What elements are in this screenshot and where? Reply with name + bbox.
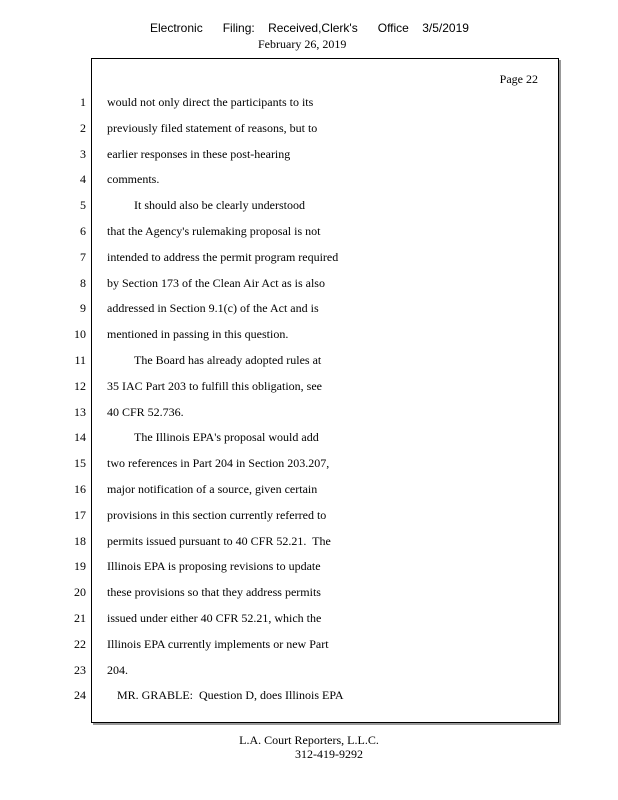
line-number: 15	[74, 456, 86, 471]
transcript-line: issued under either 40 CFR 52.21, which the	[107, 610, 322, 625]
page-footer	[0, 733, 618, 761]
transcript-line: provisions in this section currently referred to	[107, 507, 327, 522]
line-number: 14	[74, 430, 86, 445]
transcript-line: would not only direct the participants to its	[107, 95, 314, 109]
line-number: 17	[74, 507, 86, 522]
filing-stamp	[150, 21, 469, 35]
line-number: 3	[80, 146, 86, 161]
line-number: 9	[80, 301, 86, 316]
page-number: Page 22	[499, 72, 538, 86]
transcript-line: The Board has already adopted rules at	[134, 352, 322, 367]
transcript-line: earlier responses in these post-hearing	[107, 146, 291, 161]
transcript-line: by Section 173 of the Clean Air Act as is also	[107, 275, 325, 290]
line-number: 23	[74, 662, 86, 677]
stamp-date: 3/5/2019	[422, 21, 469, 35]
line-number: 2	[80, 120, 86, 135]
transcript-line: It should also be clearly understood	[134, 198, 305, 213]
transcript-line: 204.	[107, 662, 128, 677]
footer-phone: 312-419-9292	[295, 747, 363, 761]
transcript-line: addressed in Section 9.1(c) of the Act and is	[107, 301, 319, 316]
line-number: 16	[74, 481, 86, 496]
line-number: 10	[74, 327, 86, 342]
footer-company: L.A. Court Reporters, L.L.C.	[239, 733, 379, 747]
transcript-line: 35 IAC Part 203 to fulfill this obligation, see	[107, 378, 322, 393]
transcript-line: The Illinois EPA's proposal would add	[134, 430, 319, 445]
transcript-line: Illinois EPA is proposing revisions to update	[107, 559, 321, 574]
transcript-line: MR. GRABLE: Question D, does Illinois EPA	[117, 688, 344, 703]
transcript-line: two references in Part 204 in Section 203.207,	[107, 456, 330, 471]
transcript-line: these provisions so that they address permits	[107, 585, 321, 600]
line-number: 21	[74, 610, 86, 625]
line-number: 7	[80, 249, 86, 264]
stamp-office: Office	[377, 21, 409, 35]
line-number: 13	[74, 404, 86, 419]
stamp-received: Received,Clerk's	[268, 21, 358, 35]
filed-date: February 26, 2019	[258, 37, 347, 51]
line-number: 5	[80, 198, 86, 213]
line-number: 22	[74, 636, 86, 651]
line-number: 24	[74, 688, 86, 703]
line-number: 6	[80, 223, 86, 238]
transcript-line: Illinois EPA currently implements or new Part	[107, 636, 329, 651]
line-number: 1	[80, 95, 86, 109]
transcript-line: 40 CFR 52.736.	[107, 404, 184, 419]
line-number: 11	[74, 352, 86, 367]
transcript-body	[107, 95, 547, 714]
line-number: 8	[80, 275, 86, 290]
stamp-electronic: Electronic	[150, 21, 203, 35]
transcript-line: intended to address the permit program required	[107, 249, 339, 264]
line-number: 12	[74, 378, 86, 393]
line-number: 4	[80, 172, 86, 187]
transcript-line: comments.	[107, 172, 160, 187]
transcript-line: that the Agency's rulemaking proposal is not	[107, 223, 321, 238]
transcript-line: major notification of a source, given certain	[107, 481, 318, 496]
line-number: 20	[74, 585, 86, 600]
transcript-line: previously filed statement of reasons, but to	[107, 120, 318, 135]
line-number-column	[60, 95, 86, 714]
line-number: 18	[74, 533, 86, 548]
stamp-filing: Filing:	[222, 21, 255, 35]
transcript-line: permits issued pursuant to 40 CFR 52.21. The	[107, 533, 331, 548]
transcript-line: mentioned in passing in this question.	[107, 327, 289, 342]
line-number: 19	[74, 559, 86, 574]
